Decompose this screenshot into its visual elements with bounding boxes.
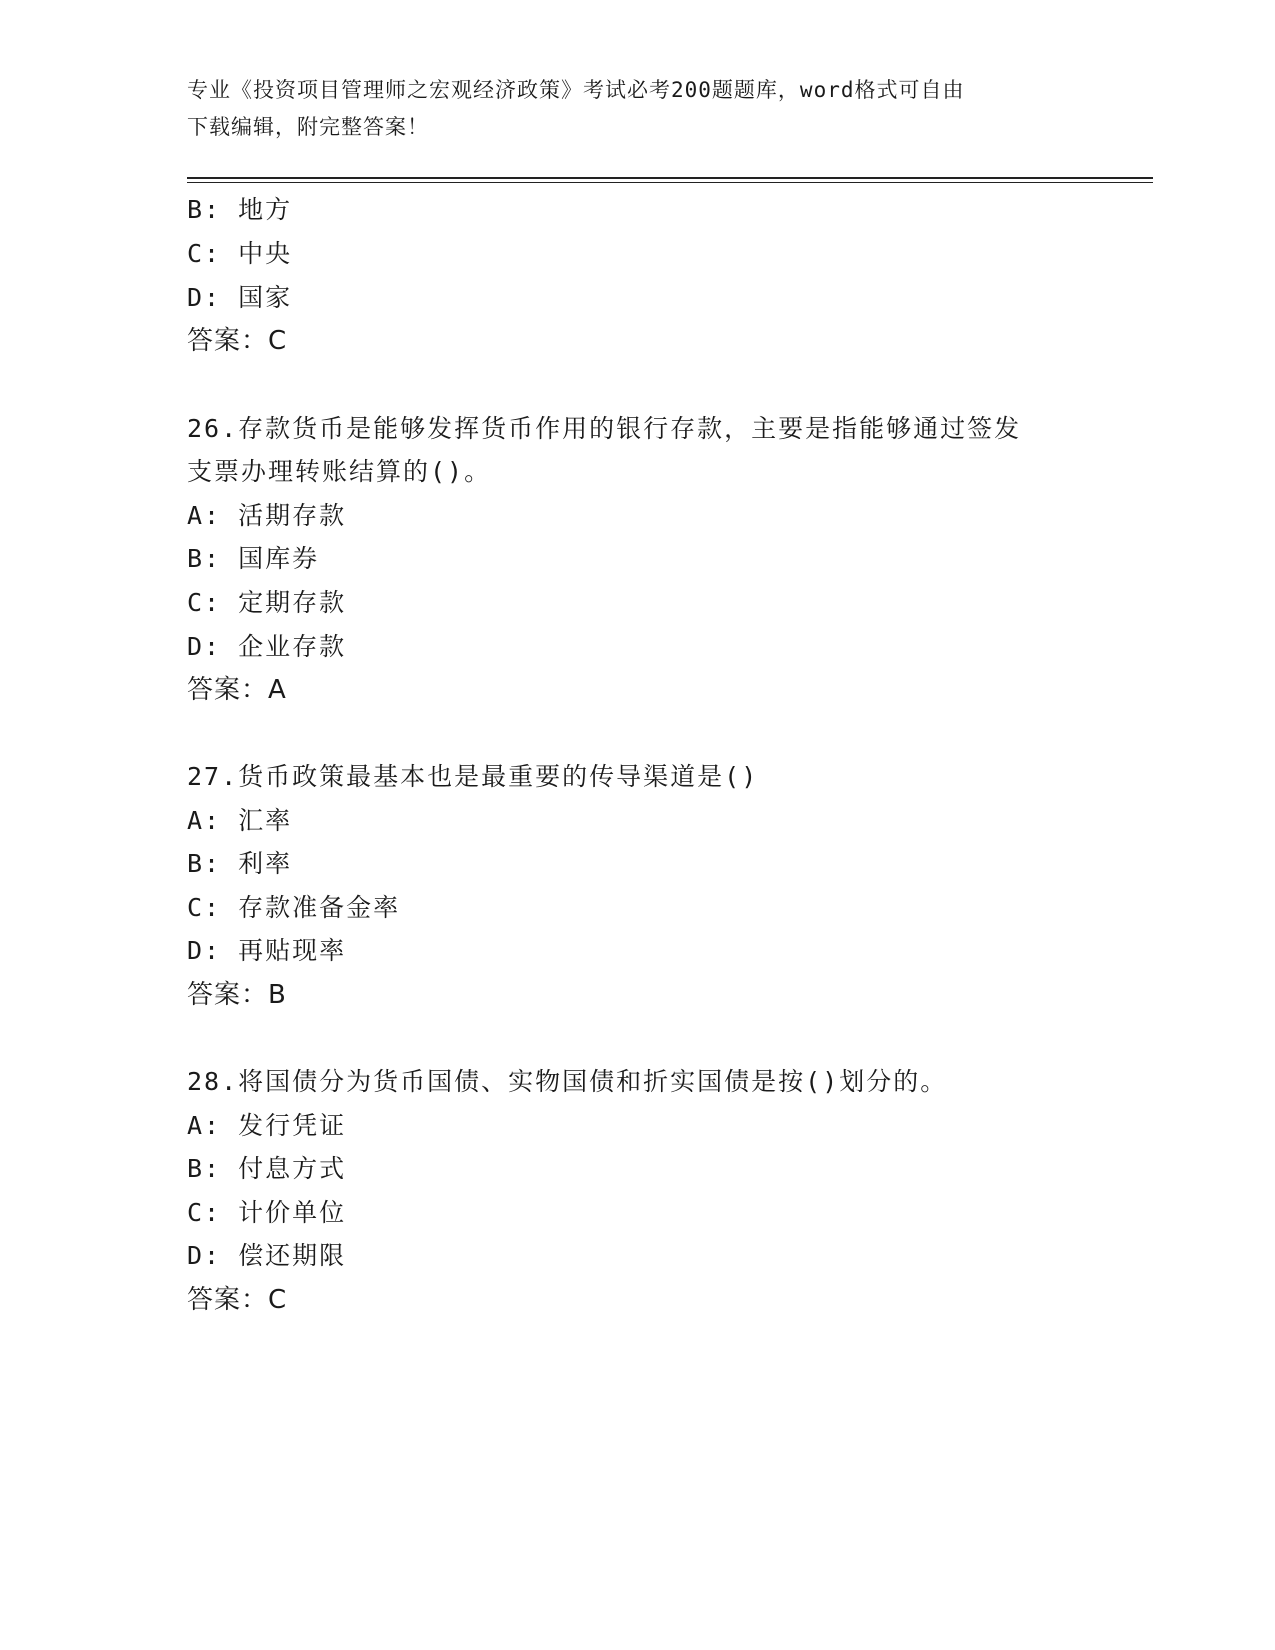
- header-divider-thin: [187, 182, 1153, 183]
- q25-option-c: C: 中央: [187, 239, 293, 268]
- header-line-2: 下载编辑，附完整答案！: [187, 115, 429, 139]
- q28-option-b: B: 付息方式: [187, 1154, 347, 1183]
- q26-option-a: A: 活期存款: [187, 501, 347, 530]
- q28-option-a: A: 发行凭证: [187, 1111, 347, 1140]
- q27-option-b: B: 利率: [187, 849, 293, 878]
- q28-stem-line-1: 28.将国债分为货币国债、实物国债和折实国债是按()划分的。: [187, 1067, 948, 1096]
- q26-answer: 答案：A: [187, 675, 287, 705]
- q28-option-c: C: 计价单位: [187, 1198, 347, 1227]
- q26-option-c: C: 定期存款: [187, 588, 347, 617]
- header-divider-thick: [187, 177, 1153, 179]
- q25-option-b: B: 地方: [187, 195, 293, 224]
- q27-answer: 答案：B: [187, 980, 287, 1010]
- q28-option-d: D: 偿还期限: [187, 1241, 347, 1270]
- document-header: [187, 72, 1067, 146]
- q25-option-d: D: 国家: [187, 283, 293, 312]
- q26-option-d: D: 企业存款: [187, 632, 347, 661]
- header-line-1: 专业《投资项目管理师之宏观经济政策》考试必考200题题库，word格式可自由: [187, 78, 965, 102]
- q27-option-a: A: 汇率: [187, 806, 293, 835]
- q26-stem-line-1: 26.存款货币是能够发挥货币作用的银行存款，主要是指能够通过签发: [187, 414, 1022, 443]
- q28-answer: 答案：C: [187, 1285, 288, 1315]
- q26-stem-line-2: 支票办理转账结算的()。: [187, 457, 492, 486]
- q27-option-c: C: 存款准备金率: [187, 893, 401, 922]
- q27-option-d: D: 再贴现率: [187, 936, 347, 965]
- q27-stem-line-1: 27.货币政策最基本也是最重要的传导渠道是(): [187, 762, 759, 791]
- q25-answer: 答案：C: [187, 326, 288, 356]
- q26-option-b: B: 国库券: [187, 544, 320, 573]
